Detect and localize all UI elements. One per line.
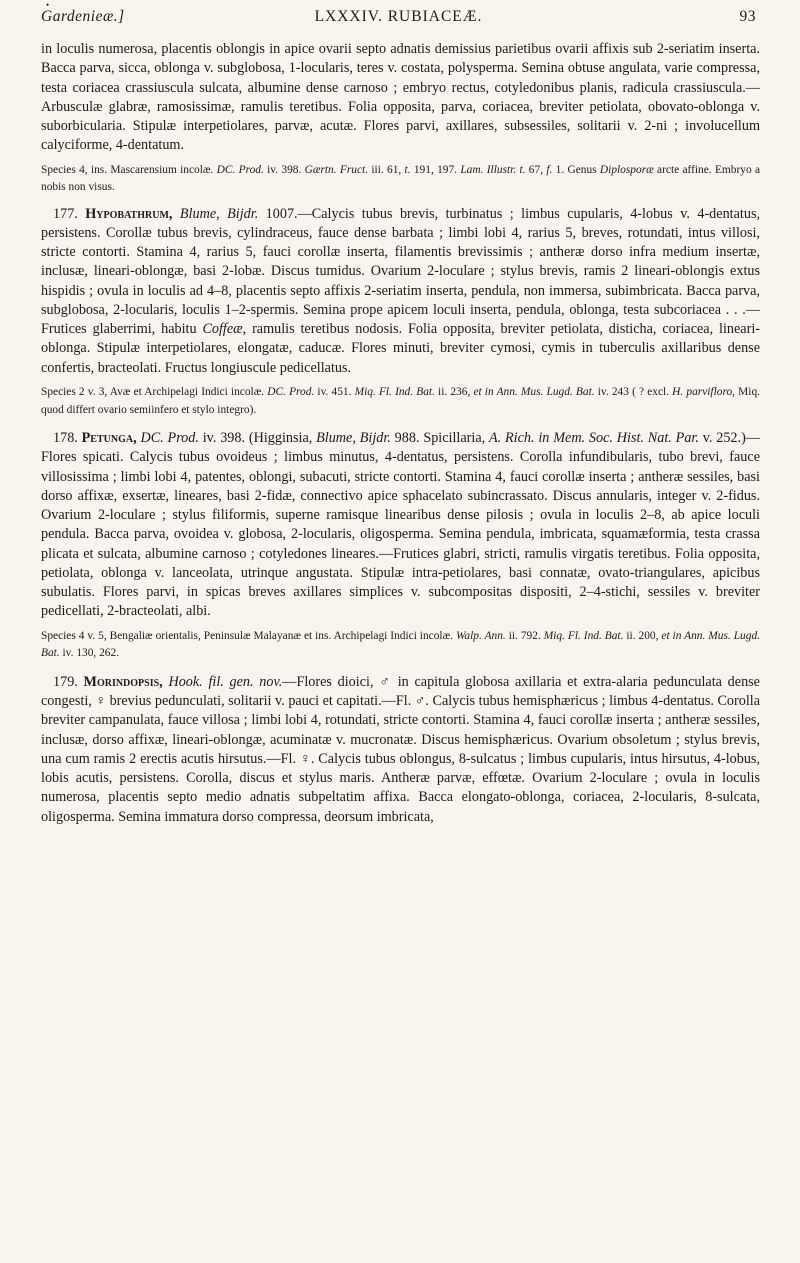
genus-name: Petunga,	[81, 430, 137, 447]
note-ref: f.	[546, 163, 553, 176]
genus-number: 179.	[53, 673, 78, 690]
genus-177-hypobathrum	[41, 205, 760, 378]
genus-name: Morindopsis,	[83, 673, 163, 690]
note-text: ii. 236,	[434, 385, 474, 398]
note-text: 191, 197.	[410, 163, 461, 176]
note-text: Species 2 v. 3, Avæ et Archipelagi Indici incolæ.	[41, 385, 268, 398]
genus-authority: DC. Prod.	[140, 430, 199, 447]
note-ref: DC. Prod.	[267, 385, 315, 398]
genus-number: 178.	[53, 430, 78, 447]
note-text: Miq. quod differt ovario semiinfero et stylo integro).	[41, 385, 760, 416]
page-body	[41, 40, 760, 827]
note-ref: Lam. Illustr. t.	[460, 163, 526, 176]
note-ref: t.	[404, 163, 411, 176]
note-text: Species 4, ins. Mascarensium incolæ.	[41, 163, 214, 176]
genus-description: ramulis teretibus nodosis. Folia opposita, breviter petiolata, disticha, coriacea, lineari-oblonga. Stipulæ interpetiolares, elongatæ, caducæ. Flores minuti, breviter cymosi, cymis in tuberculis axillaribus dense confertis, bracteolati. Fructus longiuscule pedicellatus.	[41, 321, 760, 376]
stray-dot: •	[46, 0, 50, 10]
running-head	[41, 8, 756, 32]
genus-179-morindopsis	[41, 673, 760, 827]
note-text: 1. Genus	[552, 163, 600, 176]
genus-number: 177.	[53, 205, 78, 222]
note-ref: et in Ann. Mus. Lugd. Bat.	[473, 385, 595, 398]
genus-description: —Flores dioici, ♂ in capitula globosa axillaria et extra-alaria pedunculata dense congesti, ♀ brevius pedunculati, solitarii v. pauci et capitati.—Fl. ♂. Calycis tubus hemisphæricus ; limbus 4-dentatus. Corolla breviter campanulata, fauce villosa ; limbi lobi 4, rotundati, stricte contorti. Stamina 4, fauci corollæ inserta ; antheræ sessiles, inclusæ, dorso affixæ, lineari-oblongæ, acuminatæ v. mucronatæ. Discus hemisphæricus. Ovarium obsoletum ; stylus brevis, una cum ramis 2 erectis acutis hirsutus.—Fl. ♀. Calycis tubus oblongus, 8-sulcatus ; limbus cupularis, intus hirsutus, 4-lobus, lobis acutis, persistens. Corolla, discus et stylus maris. Antheræ parvæ, effœtæ. Ovarium 2-loculare ; ovula in loculis numerosa, placentis septo medio adnatis subpeltatim affixa. Bacca elongato-oblonga, coriacea, 2-locularis, 8-sulcata, oligosperma. Semina immatura dorso compressa, deorsum imbricata,	[41, 673, 760, 825]
species-note-178	[41, 628, 760, 663]
paragraph-continuation: in loculis numerosa, placentis oblongis in apice ovarii septo adnatis demissius parietibus ovarii affixis sub 2-seriatim inserta. Bacca parva, sicca, oblonga v. subglobosa, 1-locularis, teres v. costata, polysperma. Semina obtuse angulata, varie compressa, testa coriacea crassiuscula sulcata, albumine dense carnoso ; embryo rectus, cotyledonibus planis, radicula crassiuscula.—Arbusculæ glabræ, ramosissimæ, ramulis teretibus. Folia opposita, parva, coriacea, breviter petiolata, obovato-oblonga v. suborbicularia. Stipulæ interpetiolares, parvæ, acutæ. Flores parvi, axillares, subsessiles, solitarii v. 2-ni ; involucellum calyciforme, 4-dentatum.	[41, 41, 760, 154]
genus-ref: Coffeæ,	[202, 321, 247, 338]
note-ref: Walp. Ann.	[455, 629, 506, 642]
species-note-176	[41, 162, 760, 197]
note-ref: DC. Prod.	[216, 163, 264, 176]
genus-authority: Blume, Bijdr.	[316, 430, 391, 447]
genus-description: 1007.—Calycis tubus brevis, turbinatus ; limbus cupularis, 4-lobus v. 4-dentatus, persistens. Corollæ tubus brevis, cylindraceus, fauce dense barbata ; limbi lobi 4, rarius 5, breves, rotundati, intus villosi, stricte contorti. Stamina 4, rarius 5, fauci corollæ inserta, filamentis brevissimis ; antheræ dorso infra medium insertæ, inclusæ, lineari-oblongæ, basi 2-lobæ. Discus tumidus. Ovarium 2-loculare ; stylus brevis, ramis 2 lineari-oblongis extus hispidis ; ovula in loculis ad 4–8, placentis septo affixis 2-seriatim inserta, pendula, non immersa, subimbricata. Bacca parva, subglobosa, 2-locularis, loculis 1–2-spermis. Semina prope apicem loculi inserta, pendula, oblonga, testa subcoriacea . . .—Frutices glaberrimi, habitu	[41, 205, 761, 338]
note-text: iii. 61,	[368, 163, 405, 176]
note-text: ii. 792.	[505, 629, 544, 642]
note-ref: Gærtn. Fruct.	[304, 163, 369, 176]
genus-178-petunga	[41, 429, 760, 622]
running-head-section: Gardenieæ.]	[41, 8, 125, 25]
note-ref: Miq. Fl. Ind. Bat.	[354, 385, 435, 398]
note-text: arcte affine. Embryo a nobis non visus.	[41, 163, 761, 194]
note-ref: et in Ann. Mus. Lugd. Bat.	[41, 629, 760, 660]
genus-name: Hypobathrum,	[85, 205, 173, 222]
note-text: iv. 130, 262.	[59, 647, 120, 660]
note-ref: Miq. Fl. Ind. Bat.	[543, 629, 624, 642]
genus-authority: A. Rich. in Mem. Soc. Hist. Nat. Par.	[488, 430, 699, 447]
note-text: iv. 243 ( ? excl.	[594, 385, 673, 398]
genus-description: 988. Spicillaria,	[390, 430, 489, 447]
note-text: iv. 451.	[314, 385, 355, 398]
note-ref: Diplosporæ	[599, 163, 654, 176]
genus-authority: Hook. fil. gen. nov.	[168, 673, 283, 690]
genus-description: v. 252.)—Flores spicati. Calycis tubus ovoideus ; limbus minutus, 4-dentatus, persistens. Corolla infundibularis, tubo brevi, fauce villosissima ; limbi lobi 4, patentes, oblongi, subacuti, stricte contorti. Stamina 4, fauci corollæ inserta ; antheræ sessiles, basi dorso affixæ, exsertæ, lineares, basi 2-fidæ, connectivo apice sphacelato subincrassato. Discus annularis, integer v. 2-fidus. Ovarium 2-loculare ; stylus filiformis, superne ramisque linearibus dense pilosis ; ovula in loculis 2–8, ab apice loculi pendula. Bacca parva, ovoidea v. globosa, 2-locularis, oligosperma. Semina pendula, imbricata, squamæformia, testa crassa plicata et sulcata, albumine carnoso ; cotyledones lineares.—Frutices glabri, stricti, ramulis virgatis teretibus. Folia opposita, petiolata, oblonga v. lanceolata, utrinque angustata. Stipulæ intra-petiolares, basi connatæ, ovato-triangulares, apicibus subulatis. Flores parvi, in spicas breves axillares simplices v. subcompositas dispositi, 2–4-stichi, sessiles v. breviter pedicellati, 2-bracteolati, albi.	[41, 430, 760, 620]
note-text: Species 4 v. 5, Bengaliæ orientalis, Peninsulæ Malayanæ et ins. Archipelagi Indici incolæ.	[41, 629, 456, 642]
species-note-177	[41, 384, 760, 419]
note-ref: H. parvifloro,	[672, 385, 736, 398]
note-text: ii. 200,	[623, 629, 662, 642]
note-text: iv. 398.	[263, 163, 305, 176]
genus-authority: Blume, Bijdr.	[179, 205, 259, 222]
note-text: 67,	[525, 163, 547, 176]
genus-description: iv. 398. (Higginsia,	[198, 430, 317, 447]
running-head-chapter: LXXXIV. RUBIACEÆ.	[314, 8, 483, 25]
page-number: 93	[739, 8, 756, 25]
